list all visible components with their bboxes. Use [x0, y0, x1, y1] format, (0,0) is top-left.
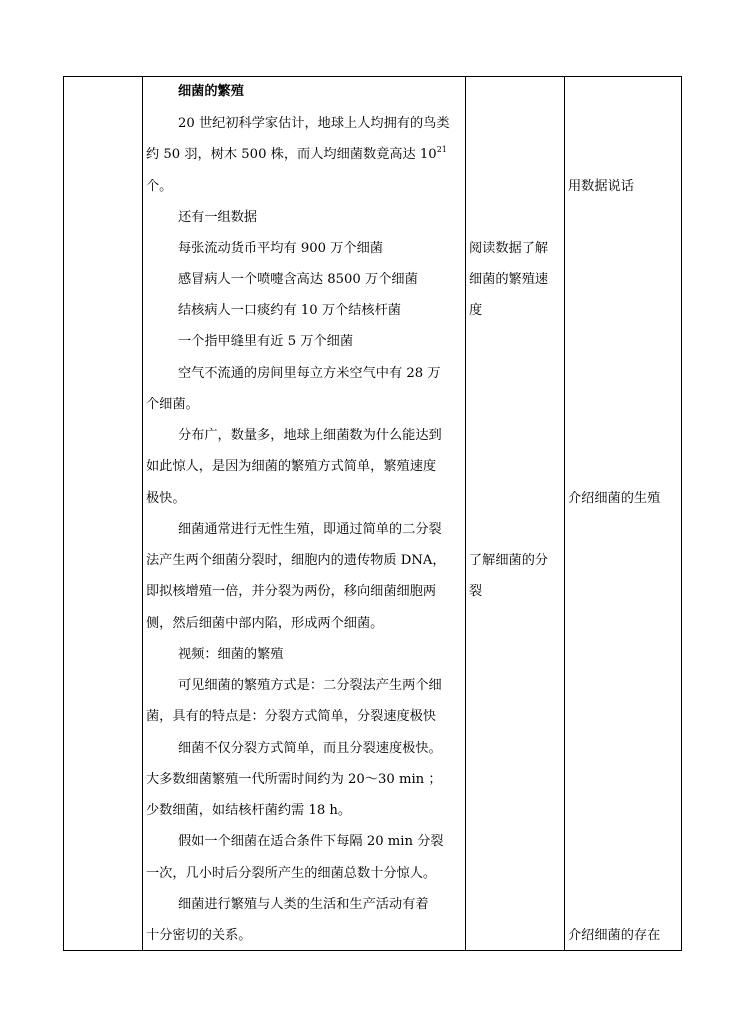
- design-intent-note: 介绍细菌的生殖: [568, 491, 661, 506]
- column-divider-2: [465, 77, 466, 950]
- paragraph-line: 十分密切的关系。: [146, 928, 252, 943]
- paragraph-line: 菌，具有的特点是：分裂方式简单，分裂速度极快: [146, 709, 437, 724]
- student-activity-line: 细菌的繁殖速: [469, 272, 549, 287]
- student-activity-line: 了解细菌的分: [469, 553, 549, 568]
- lesson-table: [63, 76, 682, 951]
- paragraph-line: 大多数细菌繁殖一代所需时间约为 20～30 min ；: [146, 772, 442, 787]
- section-heading: 细菌的繁殖: [178, 84, 244, 99]
- paragraph-line: 分布广，数量多，地球上细菌数为什么能达到: [178, 428, 442, 443]
- column-divider-1: [142, 77, 143, 950]
- paragraph-line: 视频：细菌的繁殖: [178, 647, 284, 662]
- paragraph-line: 空气不流通的房间里每立方米空气中有 28 万: [178, 366, 441, 381]
- design-intent-note: 介绍细菌的存在: [568, 928, 661, 943]
- student-activity-line: 度: [469, 303, 483, 318]
- paragraph-line: 少数细菌，如结核杆菌约需 18 h。: [146, 803, 352, 818]
- paragraph-line: 即拟核增殖一倍，并分裂为两份，移向细菌细胞两: [146, 584, 437, 599]
- paragraph-line: 个细菌。: [146, 397, 199, 412]
- paragraph-line: [146, 144, 447, 163]
- paragraph-line: 法产生两个细菌分裂时，细胞内的遗传物质 DNA，: [146, 553, 446, 568]
- paragraph-line: 一个指甲缝里有近 5 万个细菌: [178, 334, 354, 349]
- student-activity-line: 裂: [469, 584, 483, 599]
- paragraph-line: 细菌进行繁殖与人类的生活和生产活动有着: [178, 897, 429, 912]
- paragraph-line: 细菌不仅分裂方式简单，而且分裂速度极快。: [178, 741, 442, 756]
- design-intent-note: 用数据说话: [568, 179, 634, 194]
- paragraph-line: 细菌通常进行无性生殖，即通过简单的二分裂: [178, 522, 442, 537]
- paragraph-text: 约 50 羽，树木 500 株，而人均细菌数竟高达 10: [146, 147, 437, 162]
- paragraph-line: 还有一组数据: [178, 210, 258, 225]
- paragraph-line: 侧，然后细菌中部内陷，形成两个细菌。: [146, 616, 384, 631]
- column-divider-3: [564, 77, 565, 950]
- paragraph-line: 结核病人一口痰约有 10 万个结核杆菌: [178, 303, 401, 318]
- student-activity-line: 阅读数据了解: [469, 241, 549, 256]
- paragraph-line: 假如一个细菌在适合条件下每隔 20 min 分裂: [178, 834, 444, 849]
- paragraph-line: 极快。: [146, 491, 186, 506]
- paragraph-line: 一次，几小时后分裂所产生的细菌总数十分惊人。: [146, 866, 437, 881]
- paragraph-line: 个。: [146, 179, 173, 194]
- paragraph-line: 感冒病人一个喷嚏含高达 8500 万个细菌: [178, 272, 418, 287]
- paragraph-line: 每张流动货币平均有 900 万个细菌: [178, 241, 383, 256]
- exponent: 21: [436, 144, 447, 154]
- paragraph-line: 可见细菌的繁殖方式是：二分裂法产生两个细: [178, 678, 442, 693]
- paragraph-line: 20 世纪初科学家估计，地球上人均拥有的鸟类: [178, 116, 450, 131]
- paragraph-line: 如此惊人，是因为细菌的繁殖方式简单，繁殖速度: [146, 459, 437, 474]
